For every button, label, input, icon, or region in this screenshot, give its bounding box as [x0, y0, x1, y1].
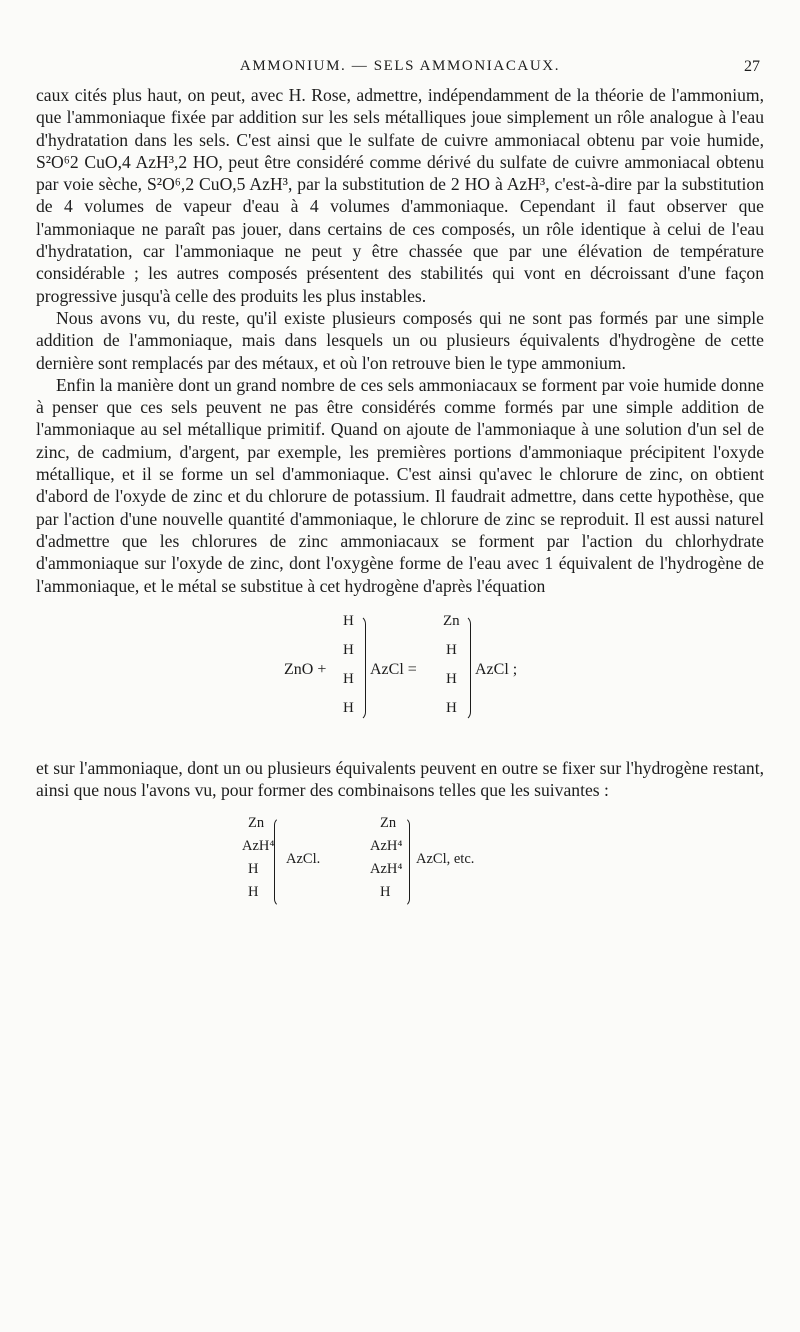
equation-left-atom-4: H	[343, 699, 354, 716]
combo-1-brace	[274, 817, 282, 907]
equation-left-atom-3: H	[343, 670, 354, 687]
equation-right-atom-4: H	[446, 699, 457, 716]
combo-1-atom-2: AzH⁴	[242, 838, 275, 855]
paragraph-2: Nous avons vu, du reste, qu'il existe plusieurs composés qui ne sont pas formés par une simple addition de l'ammoniaque, mais dans lesquels un ou plusieurs équivalents d'hydrogène de cette dernière sont remplacés par des métaux, et où l'on retrouve bien le type ammonium.	[36, 307, 764, 373]
combo-1-tail: AzCl.	[286, 851, 321, 868]
equation-left-atom-1: H	[343, 612, 354, 629]
formula-dry-sulfate: S²O⁶,2 CuO,5 AzH³	[147, 174, 288, 195]
left-group-brace	[357, 615, 366, 721]
equation-right-atom-2: H	[446, 641, 457, 658]
combo-2-atom-1: Zn	[380, 815, 397, 832]
combo-2-atom-4: H	[380, 884, 391, 901]
page-number: 27	[744, 58, 760, 75]
equation-combinations	[36, 811, 764, 926]
combo-1-atom-1: Zn	[248, 815, 265, 832]
equation-right-atom-1: Zn	[443, 612, 460, 629]
paragraph-3: Enfin la manière dont un grand nombre de ces sels ammoniacaux se forment par voie humide donne à penser que ces sels peuvent ne pas être considérés comme formés par une simple addition de l'ammoniaque au sel métallique primitif. Quand on ajoute de l'ammoniaque à une solution d'un sel de zinc, de cadmium, d'argent, par exemple, les premières portions d'ammoniaque précipitent l'oxyde métallique, et il se forme un sel d'ammoniaque. C'est ainsi qu'avec le chlorure de zinc, on obtient d'abord de l'oxyde de zinc et du chlorure de potassium. Il faudrait admettre, dans cette hypothèse, que par l'action d'une nouvelle quantité d'ammoniaque, le chlorure de zinc se reproduit. Il est aussi naturel d'admettre que les chlorures de zinc ammoniacaux se forment par l'action du chlorhydrate d'ammoniaque sur l'oxyde de zinc, dont l'oxygène forme de l'eau avec 1 équivalent de l'hydrogène de l'ammoniaque, et le métal se substitue à cet hydrogène d'après l'équation	[36, 374, 764, 596]
combo-2-atom-3: AzH⁴	[370, 861, 403, 878]
page	[36, 58, 764, 926]
paragraph-1	[36, 84, 764, 307]
combo-1-atom-4: H	[248, 884, 259, 901]
combo-2-tail: AzCl, etc.	[416, 851, 475, 868]
equation-left-tail: AzCl =	[370, 660, 417, 678]
combo-1-atom-3: H	[248, 861, 259, 878]
right-group-brace	[462, 615, 471, 721]
paragraph-1-text-a: caux cités plus haut, on peut, avec H. Rose, admettre, indépendamment de la théorie de l'ammonium, que l'ammoniaque fixée par addition sur les sels métalliques joue simplement un rôle analogue à l'eau d'hydratation dans les sels. C'est ainsi que le sulfate de cuivre ammoniacal obtenu par voie humide,	[36, 85, 764, 150]
running-head: AMMONIUM. — SELS AMMONIACAUX.	[239, 58, 561, 74]
equation-right-tail: AzCl ;	[475, 660, 518, 678]
combo-2-brace	[402, 817, 410, 907]
paragraph-4: et sur l'ammoniaque, dont un ou plusieurs équivalents peuvent en outre se fixer sur l'hydrogène restant, ainsi que nous l'avons vu, pour former des combinaisons telles que les suivantes :	[36, 757, 764, 801]
paragraph-1-text-c: , par la substitution de 2 HO à AzH³, c'est-à-dire par la substitution de 4 volumes de vapeur d'eau à 4 volumes d'ammoniaque. Cependant il faut observer que l'ammoniaque ne paraît pas jouer, dans certains de ces composés, un rôle identique à celui de l'eau d'hydratation, car l'ammoniaque ne peut y être chassée que par une élévation de température considérable ; les autres composés présentent des stabilités qui vont en décroissant d'une façon progressive jusqu'à celle des produits les plus instables.	[36, 174, 764, 306]
formula-wet-sulfate: S²O⁶2 CuO,4 AzH³,2 HO	[36, 151, 219, 172]
paragraph-1-text-b: , peut être considéré comme dérivé du sulfate de cuivre ammoniacal obtenu par voie sèche,	[36, 151, 764, 195]
equation-right-atom-3: H	[446, 670, 457, 687]
combo-2-atom-2: AzH⁴	[370, 838, 403, 855]
equation-left-atom-2: H	[343, 641, 354, 658]
page-header	[36, 58, 764, 84]
equation-zinc-oxide	[36, 609, 764, 739]
equation-lhs: ZnO +	[284, 660, 327, 678]
